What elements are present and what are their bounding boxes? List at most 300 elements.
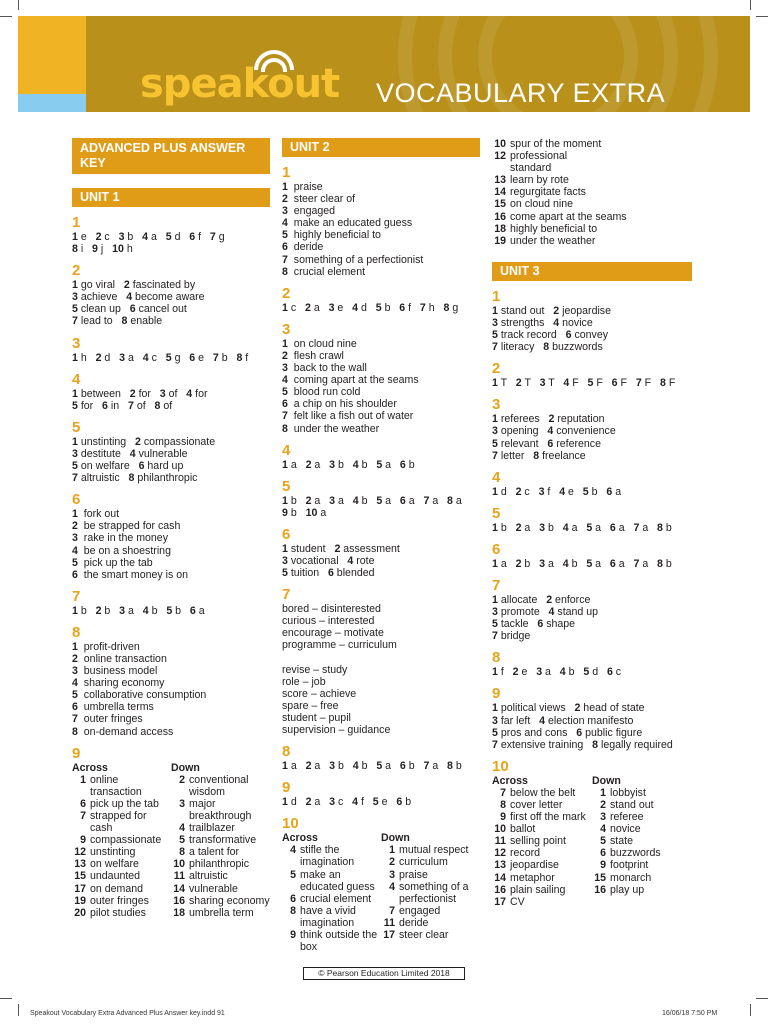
- exercise: [492, 541, 692, 570]
- answer-line: 7 altruistic 8 philanthropic: [72, 472, 198, 485]
- clue-answer: jeopardise: [510, 859, 559, 872]
- clue-row: [592, 872, 692, 884]
- exercise: [492, 685, 692, 750]
- answer-line: 8 crucial element: [282, 265, 366, 278]
- answer-line: 5 pros and cons 6 public figure: [492, 726, 643, 739]
- copyright-notice: © Pearson Education Limited 2018: [303, 967, 465, 980]
- clue-number: 8: [290, 904, 296, 917]
- clue-answer: regurgitate facts: [510, 186, 586, 199]
- exercise-number: 7: [282, 586, 291, 604]
- page-title: VOCABULARY EXTRA: [376, 78, 666, 108]
- clue-number: 16: [594, 883, 606, 896]
- exercise-number: 2: [72, 262, 81, 280]
- clue-answer: unstinting: [90, 846, 136, 859]
- clue-answer: have a vivid imagination: [300, 904, 356, 929]
- clue-answer: curriculum: [399, 856, 448, 869]
- clue-number: 18: [173, 906, 185, 919]
- clue-number: 4: [290, 844, 296, 857]
- across-heading: Across: [492, 774, 528, 787]
- clue-row: [282, 929, 381, 953]
- clue-row: [171, 858, 270, 870]
- clue-number: 11: [494, 835, 506, 848]
- clue-answer: selling point: [510, 835, 566, 848]
- clue-answer: buzzwords: [610, 847, 661, 860]
- clue-number: 3: [600, 811, 606, 824]
- answer-key-heading: ADVANCED PLUS ANSWER KEY: [72, 138, 270, 174]
- answer-line: 5 pick up the tab: [72, 556, 153, 569]
- clue-number: 14: [173, 882, 185, 895]
- answer-line: supervision – guidance: [282, 724, 391, 736]
- clue-answer: lobbyist: [610, 786, 646, 799]
- answer-line: 5 blood run cold: [282, 386, 361, 399]
- clue-number: 9: [600, 859, 606, 872]
- exercise-number: 9: [492, 685, 501, 703]
- clue-row: [592, 859, 692, 871]
- answer-line: 1 c 2 a 3 e 4 d 5 b 6 f 7 h 8 g: [282, 301, 459, 314]
- exercise: [492, 505, 692, 534]
- exercise-number: 6: [282, 525, 291, 543]
- answer-line: 5 tackle 6 shape: [492, 618, 576, 631]
- answer-line: 3 far left 4 election manifesto: [492, 714, 634, 727]
- clue-number: 8: [179, 846, 185, 859]
- clue-number: 2: [600, 799, 606, 811]
- clue-answer: learn by rote: [510, 174, 569, 187]
- answer-line: 4 make an educated guess: [282, 217, 413, 230]
- answer-line: bored – disinterested: [282, 603, 381, 616]
- exercise-number: 5: [72, 418, 81, 436]
- clue-answer: CV: [510, 895, 525, 908]
- answer-line: revise – study: [282, 663, 348, 676]
- clue-answer: metaphor: [510, 871, 555, 884]
- answer-line: 3 rake in the money: [72, 532, 168, 545]
- exercise-number: 3: [492, 396, 501, 414]
- clue-number: 13: [494, 174, 506, 187]
- clue-row: [492, 896, 592, 908]
- clue-answer: professional standard: [510, 150, 568, 175]
- exercise: [282, 164, 480, 278]
- clue-row: [72, 895, 171, 907]
- answer-line: 1 a 2 a 3 b 4 b 5 a 6 b 7 a 8 b: [282, 760, 462, 773]
- clue-row: [72, 858, 171, 870]
- exercise-number: 4: [282, 441, 291, 459]
- answer-line: 3 back to the wall: [282, 362, 367, 375]
- clue-answer: strapped for cash: [90, 810, 147, 835]
- clue-answer: under the weather: [510, 234, 596, 247]
- clue-row: [72, 834, 171, 846]
- across-list: [282, 832, 381, 953]
- clue-number: 10: [494, 823, 506, 836]
- clue-row: [592, 823, 692, 835]
- clue-row: [492, 150, 692, 174]
- exercise: [72, 419, 270, 484]
- clue-number: 2: [179, 773, 185, 786]
- answer-line: 1 T 2 T 3 T 4 F 5 F 6 F 7 F 8 F: [492, 377, 676, 390]
- answer-line: 1 profit-driven: [72, 640, 140, 653]
- answer-line: 1 fork out: [72, 508, 120, 521]
- answer-line: 3 promote 4 stand up: [492, 606, 599, 619]
- answer-line: 2 online transaction: [72, 652, 167, 665]
- brand-logo: speakout: [140, 61, 340, 107]
- clue-row: [592, 811, 692, 823]
- clue-answer: first off the mark: [510, 811, 586, 824]
- exercise: [492, 396, 692, 461]
- clue-number: 10: [173, 858, 185, 871]
- clue-answer: monarch: [610, 871, 652, 884]
- answer-line: 1 d 2 a 3 c 4 f 5 e 6 b: [282, 796, 412, 809]
- clue-answer: a talent for: [189, 846, 240, 859]
- unit-1-heading: UNIT 1: [72, 188, 270, 207]
- clue-row: [592, 835, 692, 847]
- down-list: [592, 775, 692, 908]
- clue-row: [492, 186, 692, 198]
- clue-answer: praise: [399, 868, 428, 881]
- answer-line: score – achieve: [282, 687, 357, 700]
- down-heading: Down: [381, 832, 410, 845]
- clue-row: [381, 881, 480, 905]
- exercise: [72, 624, 270, 738]
- clue-answer: stand out: [610, 799, 654, 811]
- exercise: [72, 371, 270, 412]
- across-list: [72, 762, 171, 919]
- clue-number: 1: [389, 844, 395, 857]
- crop-mark: [750, 0, 751, 10]
- clue-number: 6: [600, 847, 606, 860]
- clue-number: 7: [80, 810, 86, 822]
- clue-row: [171, 834, 270, 846]
- clue-number: 8: [500, 799, 506, 811]
- exercise-number: 7: [72, 587, 81, 605]
- exercise-number: 6: [72, 491, 81, 509]
- clue-row: [171, 774, 270, 798]
- crop-mark: [18, 0, 19, 10]
- clue-number: 4: [600, 823, 606, 836]
- answer-line: 6 the smart money is on: [72, 568, 189, 581]
- clue-number: 11: [173, 870, 185, 883]
- clue-answer: altruistic: [189, 870, 228, 883]
- exercise: [72, 335, 270, 364]
- clue-answer: steer clear: [399, 929, 449, 942]
- clue-row: [492, 211, 692, 223]
- answer-line: 1 praise: [282, 181, 323, 193]
- clue-answer: stifle the imagination: [300, 844, 355, 869]
- clue-number: 16: [173, 894, 185, 907]
- answer-line: 7 something of a perfectionist: [282, 253, 424, 266]
- clue-row: [492, 138, 692, 150]
- answer-line: 5 relevant 6 reference: [492, 437, 601, 450]
- clue-row: [282, 844, 381, 868]
- answer-line: 5 highly beneficial to: [282, 229, 381, 242]
- clue-answer: make an educated guess: [300, 868, 375, 893]
- crop-mark: [0, 998, 12, 999]
- clue-number: 17: [74, 882, 86, 895]
- clue-number: 9: [80, 834, 86, 847]
- clue-row: [171, 846, 270, 858]
- crossword-continued: [492, 138, 692, 247]
- clue-answer: major breakthrough: [189, 797, 252, 822]
- crossword-answers: [72, 762, 270, 919]
- clue-row: [72, 846, 171, 858]
- crop-mark: [750, 1004, 751, 1016]
- clue-number: 3: [389, 868, 395, 881]
- clue-number: 20: [74, 906, 86, 919]
- exercise: [282, 743, 480, 772]
- column-2: [282, 138, 480, 953]
- exercise-number: 4: [72, 370, 81, 388]
- exercise: [492, 577, 692, 642]
- answer-line: 3 business model: [72, 665, 158, 678]
- answer-line: 1 e 2 c 3 b 4 a 5 d 6 f 7 g: [72, 231, 225, 243]
- answer-line: 5 tuition 6 blended: [282, 567, 375, 580]
- spacer: [282, 652, 480, 664]
- clue-row: [72, 870, 171, 882]
- clue-row: [381, 929, 480, 941]
- clue-answer: on welfare: [90, 858, 139, 871]
- clue-number: 6: [290, 892, 296, 905]
- clue-number: 19: [494, 234, 506, 247]
- clue-answer: come apart at the seams: [510, 210, 627, 223]
- clue-answer: undaunted: [90, 870, 141, 883]
- crossword-answers: [492, 775, 692, 908]
- clue-answer: below the belt: [510, 786, 576, 799]
- answer-line: role – job: [282, 675, 326, 688]
- clue-row: [492, 235, 692, 247]
- exercise: [492, 469, 692, 498]
- clue-answer: something of a perfectionist: [399, 880, 469, 905]
- clue-row: [492, 198, 692, 210]
- answer-line: 1 allocate 2 enforce: [492, 593, 591, 606]
- exercise: [72, 214, 270, 255]
- exercise: [282, 321, 480, 435]
- exercise-number: 1: [72, 214, 81, 231]
- clue-row: [592, 787, 692, 799]
- unit-2-heading: UNIT 2: [282, 138, 480, 157]
- exercise: [282, 815, 480, 953]
- exercise-number: 7: [492, 576, 501, 594]
- clue-answer: pilot studies: [90, 906, 146, 919]
- answer-line: 7 literacy 8 buzzwords: [492, 341, 603, 354]
- answer-line: 3 achieve 4 become aware: [72, 291, 205, 304]
- banner-blue-strip: [18, 94, 86, 112]
- exercise-number: 9: [282, 779, 291, 797]
- answer-line: 4 sharing economy: [72, 677, 165, 690]
- clue-answer: ballot: [510, 823, 536, 836]
- across-list: [492, 775, 592, 908]
- clue-row: [492, 823, 592, 835]
- answer-line: 1 h 2 d 3 a 4 c 5 g 6 e 7 b 8 f: [72, 351, 249, 364]
- clue-row: [492, 835, 592, 847]
- clue-answer: sharing economy: [189, 894, 270, 907]
- clue-number: 19: [74, 894, 86, 907]
- clue-row: [492, 799, 592, 811]
- clue-number: 14: [494, 871, 506, 884]
- answer-line: 1 student 2 assessment: [282, 542, 400, 555]
- answer-line: 7 letter 8 freelance: [492, 449, 586, 462]
- answer-line: 7 lead to 8 enable: [72, 315, 163, 328]
- answer-line: 1 political views 2 head of state: [492, 702, 645, 715]
- exercise-number: 3: [72, 334, 81, 352]
- answer-line: 5 for 6 in 7 of 8 of: [72, 399, 173, 412]
- crop-mark: [756, 998, 768, 999]
- answer-line: 3 destitute 4 vulnerable: [72, 447, 188, 460]
- clue-number: 9: [500, 811, 506, 824]
- clue-number: 12: [494, 847, 506, 860]
- header-banner: [18, 16, 750, 112]
- clue-row: [492, 847, 592, 859]
- clue-answer: deride: [399, 916, 429, 929]
- clue-number: 1: [600, 786, 606, 799]
- column-3: [492, 138, 692, 908]
- exercise-number: 8: [492, 649, 501, 667]
- clue-row: [171, 822, 270, 834]
- clue-answer: pick up the tab: [90, 797, 159, 810]
- answer-line: 8 on-demand access: [72, 725, 174, 738]
- clue-answer: crucial element: [300, 892, 372, 905]
- exercise: [72, 491, 270, 581]
- clue-answer: play up: [610, 883, 645, 896]
- clue-row: [171, 907, 270, 919]
- clue-row: [592, 799, 692, 811]
- clue-number: 16: [494, 210, 506, 223]
- answer-line: 1 b 2 a 3 a 4 b 5 a 6 a 7 a 8 a: [282, 494, 462, 507]
- answer-line: 4 coming apart at the seams: [282, 374, 419, 387]
- exercise: [282, 442, 480, 471]
- clue-number: 7: [500, 786, 506, 799]
- clue-row: [282, 869, 381, 893]
- unit-3-heading: UNIT 3: [492, 262, 692, 281]
- answer-line: 3 opening 4 convenience: [492, 425, 616, 438]
- exercise-number: 6: [492, 540, 501, 558]
- clue-number: 13: [74, 858, 86, 871]
- answer-line: 1 a 2 b 3 a 4 b 5 a 6 a 7 a 8 b: [492, 557, 672, 570]
- clue-number: 4: [389, 880, 395, 893]
- answer-line: 7 outer fringes: [72, 713, 143, 726]
- exercise: [492, 758, 692, 908]
- clue-row: [592, 884, 692, 896]
- clue-row: [381, 905, 480, 917]
- exercise: [72, 588, 270, 617]
- clue-answer: compassionate: [90, 834, 162, 847]
- clue-answer: think outside the box: [300, 929, 378, 954]
- clue-number: 6: [80, 797, 86, 810]
- clue-answer: spur of the moment: [510, 138, 602, 150]
- clue-row: [381, 917, 480, 929]
- footer-date: 16/06/18 7:50 PM: [662, 1010, 718, 1017]
- clue-row: [492, 223, 692, 235]
- clue-answer: record: [510, 847, 541, 860]
- clue-row: [492, 787, 592, 799]
- exercise: [282, 779, 480, 808]
- clue-number: 3: [179, 797, 185, 810]
- answer-line: 2 steer clear of: [282, 193, 356, 206]
- clue-row: [72, 774, 171, 798]
- exercise-number: 1: [492, 287, 501, 305]
- answer-line: 1 referees 2 reputation: [492, 413, 605, 426]
- exercise: [282, 285, 480, 314]
- crop-mark: [756, 16, 768, 17]
- answer-line: 1 between 2 for 3 of 4 for: [72, 387, 208, 400]
- answer-line: 8 i 9 j 10 h: [72, 243, 133, 256]
- clue-row: [171, 895, 270, 907]
- clue-row: [72, 883, 171, 895]
- answer-line: 2 be strapped for cash: [72, 520, 181, 533]
- clue-row: [171, 870, 270, 882]
- clue-row: [282, 905, 381, 929]
- clue-answer: conventional wisdom: [189, 773, 249, 798]
- answer-line: programme – curriculum: [282, 639, 397, 652]
- clue-number: 15: [494, 198, 506, 211]
- exercise-number: 4: [492, 468, 501, 486]
- clue-number: 2: [389, 856, 395, 869]
- crossword-answers: [282, 832, 480, 953]
- banner-accent-block: [18, 16, 86, 94]
- exercise: [492, 649, 692, 678]
- answer-line: 1 d 2 c 3 f 4 e 5 b 6 a: [492, 485, 622, 498]
- clue-row: [72, 907, 171, 919]
- answer-line: 7 felt like a fish out of water: [282, 410, 414, 423]
- clue-answer: philanthropic: [189, 858, 250, 871]
- clue-number: 5: [290, 868, 296, 881]
- clue-answer: on cloud nine: [510, 198, 574, 211]
- across-heading: Across: [282, 832, 318, 845]
- exercise-number: 9: [72, 744, 81, 762]
- answer-line: spare – free: [282, 699, 339, 712]
- crop-mark: [18, 1004, 19, 1016]
- exercise: [282, 478, 480, 519]
- answer-line: 1 f 2 e 3 a 4 b 5 d 6 c: [492, 666, 622, 679]
- clue-number: 16: [494, 883, 506, 896]
- clue-answer: vulnerable: [189, 882, 238, 895]
- answer-line: 8 under the weather: [282, 422, 380, 435]
- clue-number: 14: [494, 186, 506, 199]
- clue-answer: mutual respect: [399, 844, 469, 857]
- answer-line: 1 a 2 a 3 b 4 b 5 a 6 b: [282, 458, 415, 471]
- answer-line: 3 engaged: [282, 205, 336, 218]
- column-1: [72, 138, 270, 919]
- clue-row: [72, 810, 171, 834]
- exercise: [492, 288, 692, 353]
- clue-number: 17: [383, 929, 395, 942]
- clue-number: 12: [74, 846, 86, 859]
- answer-line: 5 track record 6 convey: [492, 329, 609, 342]
- answer-line: 6 a chip on his shoulder: [282, 398, 397, 411]
- clue-answer: online transaction: [90, 773, 142, 798]
- down-heading: Down: [592, 774, 621, 787]
- answer-line: 3 vocational 4 rote: [282, 554, 375, 567]
- exercise-number: 5: [492, 504, 501, 522]
- clue-number: 5: [179, 834, 185, 847]
- clue-row: [492, 811, 592, 823]
- answer-line: encourage – motivate: [282, 627, 384, 640]
- clue-row: [492, 174, 692, 186]
- clue-number: 15: [594, 871, 606, 884]
- clue-number: 7: [389, 904, 395, 917]
- answer-line: 1 b 2 a 3 b 4 a 5 a 6 a 7 a 8 b: [492, 521, 672, 534]
- clue-answer: on demand: [90, 882, 144, 895]
- answer-line: 1 go viral 2 fascinated by: [72, 279, 196, 292]
- clue-number: 17: [494, 895, 506, 908]
- clue-row: [72, 798, 171, 810]
- clue-answer: transformative: [189, 834, 257, 847]
- clue-answer: engaged: [399, 904, 441, 917]
- exercise: [282, 526, 480, 579]
- clue-number: 9: [290, 929, 296, 942]
- clue-number: 18: [494, 222, 506, 235]
- clue-row: [592, 847, 692, 859]
- down-list: [381, 832, 480, 953]
- answer-line: 1 on cloud nine: [282, 337, 357, 350]
- clue-row: [171, 883, 270, 895]
- clue-row: [381, 856, 480, 868]
